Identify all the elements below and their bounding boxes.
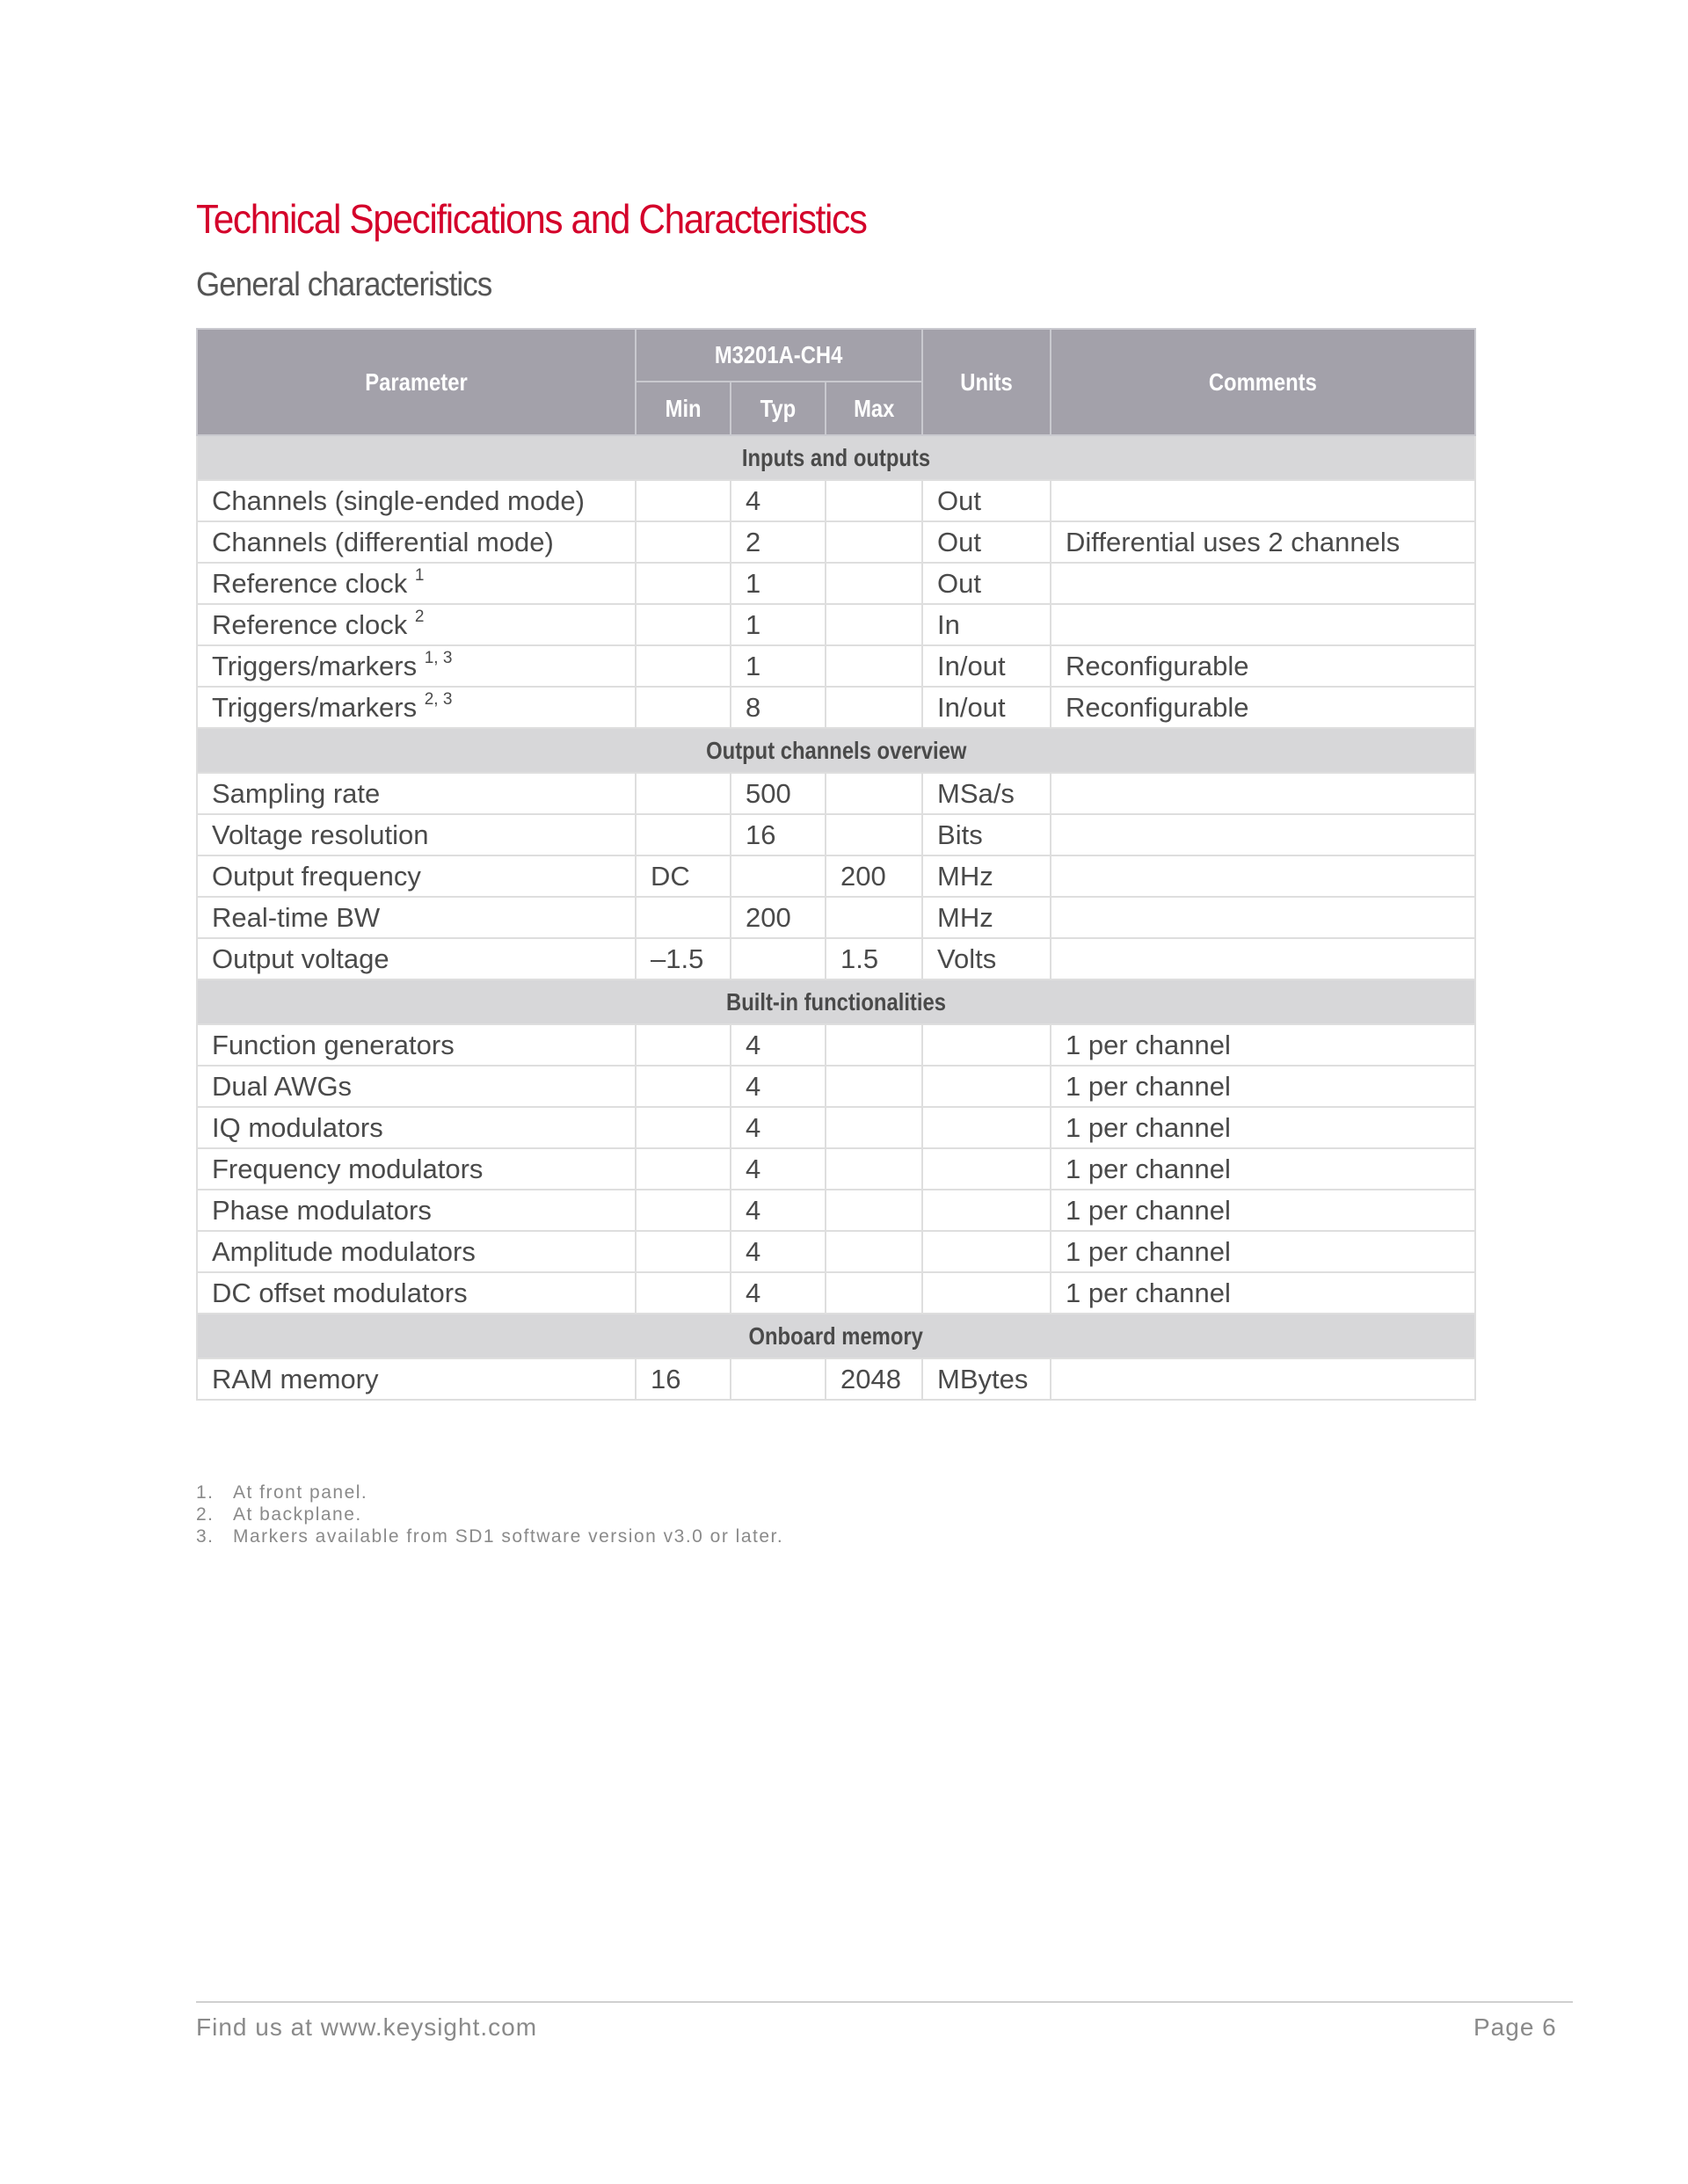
cell-parameter: Phase modulators [197,1190,636,1231]
cell-comments: 1 per channel [1051,1272,1475,1314]
cell-min [636,1148,731,1190]
cell-min [636,1066,731,1107]
cell-typ: 200 [731,897,826,938]
cell-units: MHz [922,855,1051,897]
cell-parameter: Frequency modulators [197,1148,636,1190]
cell-units [922,1231,1051,1272]
cell-comments: 1 per channel [1051,1148,1475,1190]
table-row [197,773,1475,814]
cell-typ [731,1358,826,1400]
footnote-ref: 2, 3 [424,689,453,709]
cell-typ: 4 [731,1272,826,1314]
cell-max [826,1272,922,1314]
cell-comments [1051,773,1475,814]
cell-min [636,897,731,938]
table-row [197,814,1475,855]
cell-max [826,645,922,687]
cell-typ: 4 [731,1066,826,1107]
footnote: 1. At front panel. [196,1482,368,1503]
footnote-ref: 2 [414,607,425,626]
cell-units: Bits [922,814,1051,855]
cell-min: 16 [636,1358,731,1400]
cell-min [636,1272,731,1314]
table-row [197,1107,1475,1148]
cell-min [636,604,731,645]
cell-comments: 1 per channel [1051,1024,1475,1066]
cell-comments [1051,897,1475,938]
cell-comments: 1 per channel [1051,1066,1475,1107]
cell-typ: 2 [731,521,826,563]
cell-max [826,1107,922,1148]
table-row [197,1358,1475,1400]
cell-units [922,1107,1051,1148]
cell-min [636,521,731,563]
cell-units: MSa/s [922,773,1051,814]
cell-parameter: Output frequency [197,855,636,897]
page-title: Technical Specifications and Characteristics [196,196,867,242]
cell-max [826,1024,922,1066]
table-row [197,1190,1475,1231]
cell-units: In [922,604,1051,645]
footnotes [196,1481,783,1547]
cell-min [636,645,731,687]
cell-parameter: Reference clock $^2$ [197,604,636,645]
cell-max [826,604,922,645]
cell-max [826,480,922,521]
cell-parameter: Function generators [197,1024,636,1066]
cell-min [636,773,731,814]
section-header-row [197,435,1475,480]
cell-comments: 1 per channel [1051,1107,1475,1148]
section-title: Built-in functionalities [197,979,1475,1024]
section-title: Output channels overview [197,728,1475,773]
section-header-row [197,728,1475,773]
cell-max [826,1066,922,1107]
header-comments: Comments [1051,329,1475,435]
table-row [197,1148,1475,1190]
section-header-row [197,979,1475,1024]
cell-parameter: Output voltage [197,938,636,979]
cell-min [636,1190,731,1231]
cell-typ: 4 [731,1148,826,1190]
table-row [197,604,1475,645]
cell-comments [1051,604,1475,645]
footer-divider [196,2001,1573,2003]
cell-typ: 500 [731,773,826,814]
cell-comments [1051,1358,1475,1400]
section-title: Onboard memory [197,1314,1475,1358]
cell-typ [731,855,826,897]
cell-units [922,1024,1051,1066]
cell-min [636,563,731,604]
footnote: 3. Markers available from SD1 software version v3.0 or later. [196,1526,784,1547]
table-row [197,687,1475,728]
footnote: 2. At backplane. [196,1504,362,1525]
cell-units [922,1190,1051,1231]
page-number: Page 6 [1473,2013,1557,2041]
cell-comments [1051,563,1475,604]
cell-units [922,1272,1051,1314]
header-typ: Typ [731,382,826,435]
cell-max [826,814,922,855]
cell-max [826,1231,922,1272]
cell-max [826,897,922,938]
cell-units [922,1148,1051,1190]
cell-typ: 8 [731,687,826,728]
cell-min [636,480,731,521]
cell-parameter: IQ modulators [197,1107,636,1148]
cell-units: Out [922,521,1051,563]
cell-parameter: Sampling rate [197,773,636,814]
cell-typ: 4 [731,1024,826,1066]
cell-comments: Differential uses 2 channels [1051,521,1475,563]
cell-units: Out [922,563,1051,604]
cell-parameter: DC offset modulators [197,1272,636,1314]
header-parameter: Parameter [197,329,636,435]
cell-parameter: Dual AWGs [197,1066,636,1107]
table-row [197,1066,1475,1107]
cell-min [636,1231,731,1272]
header-max: Max [826,382,922,435]
section-subtitle: General characteristics [196,266,492,303]
footnote-ref: 1 [414,565,425,585]
cell-units [922,1066,1051,1107]
cell-comments: 1 per channel [1051,1231,1475,1272]
table-row [197,645,1475,687]
table-row [197,855,1475,897]
table-row [197,563,1475,604]
table-row [197,1231,1475,1272]
cell-comments [1051,814,1475,855]
table-row [197,1272,1475,1314]
cell-typ: 4 [731,1190,826,1231]
cell-max [826,687,922,728]
cell-max [826,521,922,563]
cell-parameter: Voltage resolution [197,814,636,855]
cell-min [636,1107,731,1148]
cell-comments: Reconfigurable [1051,645,1475,687]
cell-max: 200 [826,855,922,897]
footnote-ref: 1, 3 [424,648,453,667]
cell-parameter: Triggers/markers $^{1, 3}$ [197,645,636,687]
cell-comments [1051,855,1475,897]
cell-comments [1051,480,1475,521]
cell-parameter: Channels (differential mode) [197,521,636,563]
cell-typ: 4 [731,1107,826,1148]
cell-min: DC [636,855,731,897]
section-header-row [197,1314,1475,1358]
cell-typ: 4 [731,1231,826,1272]
cell-units: MHz [922,897,1051,938]
cell-min [636,814,731,855]
cell-units: Volts [922,938,1051,979]
cell-typ: 1 [731,563,826,604]
cell-parameter: Triggers/markers $^{2, 3}$ [197,687,636,728]
table-row [197,1024,1475,1066]
cell-min: –1.5 [636,938,731,979]
cell-comments: 1 per channel [1051,1190,1475,1231]
cell-min [636,1024,731,1066]
cell-units: In/out [922,687,1051,728]
cell-parameter: Real-time BW [197,897,636,938]
cell-max [826,563,922,604]
cell-parameter: Reference clock $^1$ [197,563,636,604]
cell-parameter: Channels (single-ended mode) [197,480,636,521]
section-title: Inputs and outputs [197,435,1475,480]
cell-max [826,1148,922,1190]
table-row [197,521,1475,563]
cell-max [826,773,922,814]
cell-typ: 16 [731,814,826,855]
cell-comments [1051,938,1475,979]
cell-min [636,687,731,728]
cell-typ: 1 [731,645,826,687]
cell-typ [731,938,826,979]
header-units: Units [922,329,1051,435]
cell-max: 1.5 [826,938,922,979]
cell-units: In/out [922,645,1051,687]
footer-website: Find us at www.keysight.com [196,2013,538,2041]
table-row [197,938,1475,979]
specifications-table [196,328,1476,1401]
cell-max: 2048 [826,1358,922,1400]
cell-units: Out [922,480,1051,521]
header-min: Min [636,382,731,435]
cell-typ: 1 [731,604,826,645]
cell-max [826,1190,922,1231]
cell-units: MBytes [922,1358,1051,1400]
cell-parameter: RAM memory [197,1358,636,1400]
cell-comments: Reconfigurable [1051,687,1475,728]
cell-typ: 4 [731,480,826,521]
cell-parameter: Amplitude modulators [197,1231,636,1272]
header-model: M3201A-CH4 [636,329,922,382]
table-row [197,897,1475,938]
table-row [197,480,1475,521]
